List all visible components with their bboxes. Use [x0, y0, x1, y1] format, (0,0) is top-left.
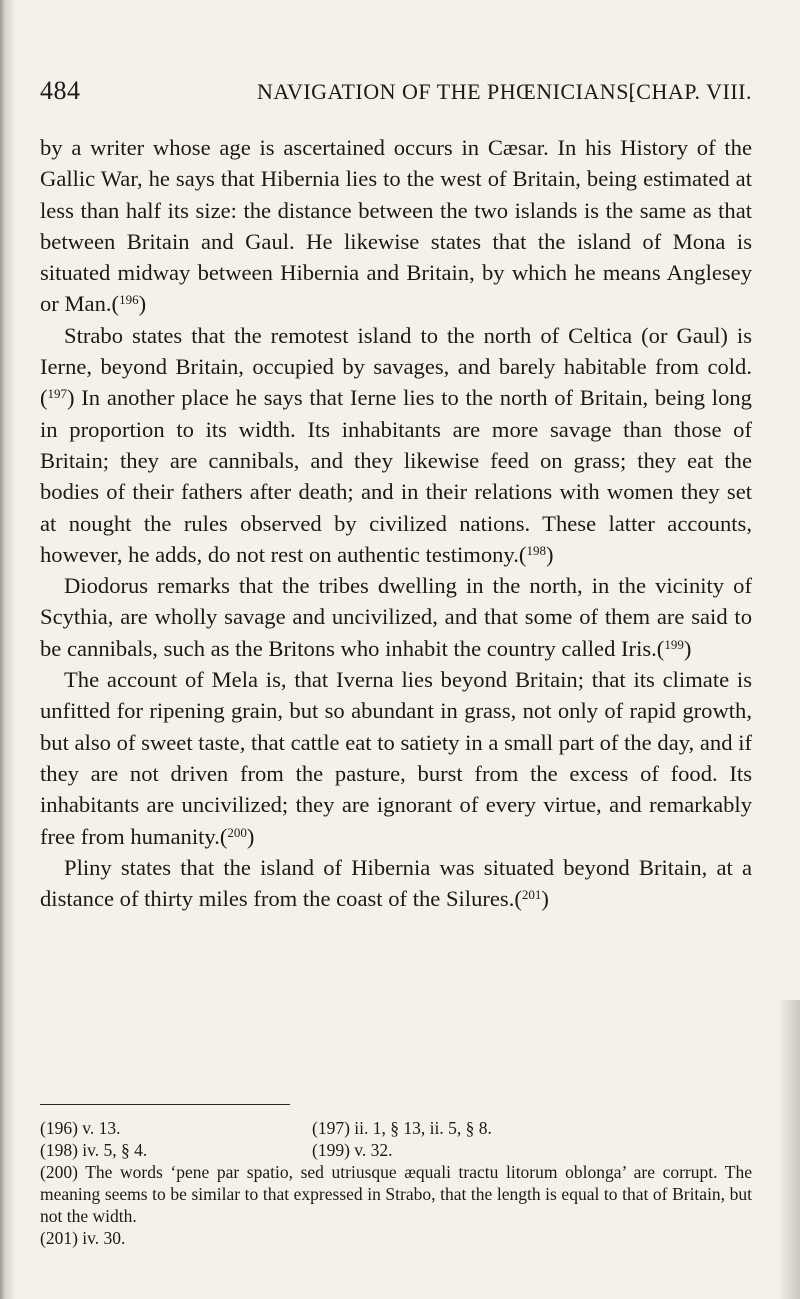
footnote-row [40, 1117, 752, 1139]
page-corner-shadow [778, 1000, 800, 1299]
footnote-ref[interactable]: 199 [664, 636, 684, 652]
footnote-ref[interactable]: 198 [526, 542, 546, 558]
footnotes [40, 1117, 752, 1249]
footnote-divider [40, 1104, 290, 1105]
body-text [40, 132, 752, 914]
page-number: 484 [40, 76, 81, 105]
chapter-label: [CHAP. VIII. [628, 79, 752, 104]
footnote-200: (200) The words ‘pene par spatio, sed utriusque æquali tractu litorum oblonga’ are corrupt. The meaning seems to be similar to that expressed in Strabo, that the length is equal to that of Britain, but not the width. [40, 1162, 752, 1226]
page-header [40, 76, 752, 116]
paragraph-pliny: Pliny states that the island of Hibernia was situated beyond Britain, at a distance of thirty miles from the coast of the Silures.($^{201}$) [40, 854, 752, 912]
footnote-197: (197) ii. 1, § 13, ii. 5, § 8. [312, 1118, 492, 1138]
footnote-ref[interactable]: 196 [119, 292, 139, 308]
footnote-ref[interactable]: 200 [227, 824, 247, 840]
paragraph-strabo: Strabo states that the remotest island to the north of Celtica (or Gaul) is Ierne, beyond Britain, occupied by savages, and barely habitable from cold.($^{197}$) In another place he says that Ierne lies to the north of Britain, being long in proportion to its width. Its inhabitants are more savage than those of Britain; they are cannibals, and they likewise feed on grass; they eat the bodies of their fathers after death; and in their relations with women they set at nought the rules observed by civilized nations. These latter accounts, however, he adds, do not rest on authentic testimony.($^{198}$) [40, 322, 752, 567]
footnote-198: (198) iv. 5, § 4. [40, 1140, 148, 1160]
footnote-201: (201) iv. 30. [40, 1228, 126, 1248]
paragraph-diodorus: Diodorus remarks that the tribes dwelling in the north, in the vicinity of Scythia, are wholly savage and uncivilized, and that some of them are said to be cannibals, such as the Britons who inhabit the country called Iris.($^{199}$) [40, 573, 752, 661]
footnote-199: (199) v. 32. [312, 1140, 393, 1160]
footnote-row [40, 1139, 752, 1161]
footnote-196: (196) v. 13. [40, 1118, 121, 1138]
paragraph-caesar: by a writer whose age is ascertained occurs in Cæsar. In his History of the Gallic War, he says that Hibernia lies to the west of Britain, being estimated at less than half its size: the distance between the two islands is the same as that between Britain and Gaul. He likewise states that the island of Mona is situated midway between Hibernia and Britain, by which he means Anglesey or Man.($^{196}$) [40, 135, 752, 317]
footnote-ref[interactable]: 197 [47, 386, 68, 402]
footnote-ref[interactable]: 201 [521, 887, 542, 903]
paragraph-mela: The account of Mela is, that Iverna lies beyond Britain; that its climate is unfitted for ripening grain, but so abundant in grass, not only of rapid growth, but also of sweet taste, that cattle eat to satiety in a small part of the day, and if they are not driven from the pasture, burst from the excess of food. Its inhabitants are uncivilized; they are ignorant of every virtue, and remarkably free from humanity.($^{200}$) [40, 667, 752, 849]
page-binding-edge [0, 0, 14, 1299]
running-head: NAVIGATION OF THE PHŒNICIANS. [257, 79, 635, 104]
